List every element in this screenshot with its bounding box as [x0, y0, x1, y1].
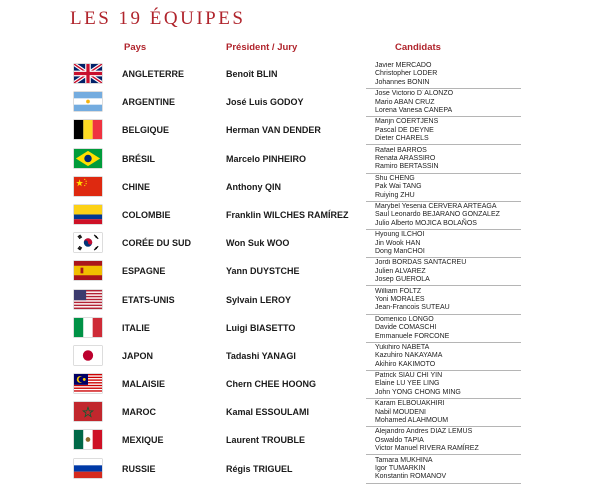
- country-name: CORÉE DU SUD: [122, 238, 192, 249]
- candidate-name: Konstantin ROMANOV: [375, 473, 447, 481]
- president-name: Laurent TROUBLE: [226, 435, 306, 446]
- president-name: José Luis GODOY: [226, 97, 304, 108]
- candidate-name: Jean-Francois SUTEAU: [375, 304, 450, 312]
- team-row: [0, 257, 600, 285]
- candidates-list: [366, 62, 521, 89]
- russia-flag-icon: [74, 459, 102, 478]
- team-row: [0, 286, 600, 314]
- candidate-name: Jin Wook HAN: [375, 239, 421, 247]
- candidate-name: Josep GUEROLA: [375, 276, 430, 284]
- team-row: [0, 173, 600, 201]
- country-name: JAPON: [122, 350, 154, 361]
- candidate-name: Dieter CHARELS: [375, 135, 429, 143]
- china-flag-icon: [74, 177, 102, 196]
- candidates-list: [366, 231, 521, 258]
- candidate-name: Pak Wai TANG: [375, 183, 422, 191]
- column-header-candidats: Candidats: [395, 42, 441, 53]
- team-row: [0, 342, 600, 370]
- president-name: Benoît BLIN: [226, 69, 278, 79]
- column-header-pays: Pays: [124, 42, 147, 53]
- candidate-name: Lorena Vanesa CANEPA: [375, 107, 453, 114]
- usa-flag-icon: [74, 290, 102, 309]
- candidates-list: [366, 147, 521, 174]
- candidates-list: [366, 400, 521, 427]
- candidate-name: Elaine LU YEE LING: [375, 380, 440, 388]
- uk-flag-icon: [74, 64, 102, 83]
- japan-flag-icon: [74, 346, 102, 365]
- country-name: MALAISIE: [122, 379, 166, 390]
- candidate-name: Tamara MUKHINA: [375, 456, 433, 464]
- candidates-list: [366, 316, 521, 343]
- country-name: ITALIE: [122, 322, 150, 333]
- country-name: CHINE: [122, 181, 151, 192]
- candidate-name: Julien ALVAREZ: [375, 267, 426, 275]
- candidate-name: Johannes BONIN: [375, 78, 430, 86]
- country-name: BELGIQUE: [122, 125, 170, 136]
- country-name: ETATS-UNIS: [122, 294, 175, 305]
- president-name: Won Suk WOO: [226, 238, 290, 249]
- candidate-name: Saul Leonardo BEJARANO GONZALEZ: [375, 211, 500, 219]
- president-name: Yann DUYSTCHE: [226, 266, 300, 277]
- country-name: ANGLETERRE: [122, 69, 185, 79]
- candidates-list: [366, 344, 521, 371]
- candidate-name: Christopher LODER: [375, 70, 438, 78]
- candidate-name: Rafael BARROS: [375, 146, 427, 154]
- candidate-name: Dong ManCHOI: [375, 247, 425, 255]
- candidate-name: William FOLTZ: [375, 287, 422, 295]
- candidate-name: Igor TUMARKIN: [375, 465, 426, 473]
- candidate-name: Jose Victorio D´ALONZO: [375, 90, 454, 98]
- country-name: MAROC: [122, 407, 156, 418]
- country-name: COLOMBIE: [122, 209, 171, 220]
- candidates-list: [366, 259, 521, 286]
- country-name: BRÉSIL: [122, 153, 156, 164]
- candidate-name: Davide COMASCHI: [375, 324, 437, 332]
- teams-table: [0, 60, 600, 483]
- team-row: [0, 370, 600, 398]
- candidate-name: Mario ABAN CRUZ: [375, 98, 435, 106]
- brazil-flag-icon: [74, 149, 102, 168]
- candidate-name: Nabil MOUDENI: [375, 408, 426, 416]
- candidate-name: Domenico LONGO: [375, 315, 434, 323]
- candidate-name: Oswaldo TAPIA: [375, 436, 424, 444]
- candidates-list: [366, 457, 521, 484]
- candidate-name: Renata ARASSIRO: [375, 154, 436, 162]
- candidates-list: [366, 372, 521, 399]
- president-name: Sylvain LEROY: [226, 294, 292, 305]
- candidate-name: Patrick SIAU CHI YIN: [375, 372, 443, 380]
- country-name: RUSSIE: [122, 463, 156, 474]
- candidates-list: [366, 90, 521, 117]
- team-row: [0, 116, 600, 144]
- president-name: Kamal ESSOULAMI: [226, 407, 310, 418]
- team-row: [0, 398, 600, 426]
- team-row: [0, 145, 600, 173]
- candidate-name: Marijn COERTJENS: [375, 118, 439, 126]
- team-row: [0, 455, 600, 483]
- argentina-flag-icon: [74, 92, 102, 111]
- president-name: Herman VAN DENDER: [226, 125, 321, 136]
- candidate-name: Kazuhiro NAKAYAMA: [375, 352, 443, 360]
- candidates-list: [366, 203, 521, 230]
- candidates-list: [366, 288, 521, 315]
- country-name: MEXIQUE: [122, 435, 164, 446]
- candidate-name: Julio Alberto MOJICA BOLAÑOS: [375, 219, 477, 227]
- candidate-name: Ramiro BERTASSIN: [375, 163, 439, 171]
- president-name: Marcelo PINHEIRO: [226, 153, 307, 164]
- candidate-name: Emmanuele FORCONE: [375, 332, 450, 340]
- candidate-name: Alejandro Andres DÍAZ LEMUS: [375, 428, 473, 436]
- team-row: [0, 426, 600, 454]
- country-name: ESPAGNE: [122, 266, 166, 277]
- candidate-name: Yoni MORALES: [375, 295, 425, 303]
- candidates-list: [366, 175, 521, 202]
- president-name: Chern CHEE HOONG: [226, 379, 317, 390]
- page-title: LES 19 ÉQUIPES: [70, 8, 246, 29]
- column-header-president: Président / Jury: [226, 42, 298, 53]
- malaysia-flag-icon: [74, 374, 102, 393]
- mexico-flag-icon: [74, 430, 102, 449]
- president-name: Régis TRIGUEL: [226, 463, 293, 474]
- team-row: [0, 229, 600, 257]
- president-name: Luigi BIASETTO: [226, 322, 296, 333]
- team-row: [0, 60, 600, 88]
- candidate-name: Mohamed ALAHMOUM: [375, 417, 449, 425]
- candidate-name: Ruiying ZHU: [375, 191, 415, 199]
- candidate-name: Hyoung ILCHOI: [375, 231, 425, 239]
- team-row: [0, 314, 600, 342]
- team-row: [0, 88, 600, 116]
- candidate-name: Javier MERCADO: [375, 62, 432, 69]
- team-row: [0, 201, 600, 229]
- morocco-flag-icon: [74, 402, 102, 421]
- candidate-name: Shu CHENG: [375, 174, 415, 182]
- candidate-name: Akihiro KAKIMOTO: [375, 360, 436, 368]
- italy-flag-icon: [74, 318, 102, 337]
- candidate-name: John YONG CHONG MING: [375, 388, 461, 396]
- belgium-flag-icon: [74, 120, 102, 139]
- candidate-name: Jordi BORDAS SANTACREU: [375, 259, 467, 267]
- candidate-name: Karam ELBOUAKHIRI: [375, 400, 445, 408]
- spain-flag-icon: [74, 261, 102, 280]
- president-name: Franklin WILCHES RAMÍREZ: [226, 209, 349, 220]
- candidate-name: Marybel Yesenia CERVERA ARTEAGA: [375, 202, 497, 210]
- colombia-flag-icon: [74, 205, 102, 224]
- candidates-list: [366, 428, 521, 455]
- president-name: Tadashi YANAGI: [226, 350, 296, 361]
- south-korea-flag-icon: [74, 233, 102, 252]
- candidate-name: Yukihiro NABETA: [375, 343, 430, 351]
- candidates-list: [366, 118, 521, 145]
- country-name: ARGENTINE: [122, 97, 176, 108]
- candidate-name: Pascal DE DEYNE: [375, 126, 434, 134]
- candidate-name: Victor Manuel RIVERA RAMÍREZ: [375, 445, 479, 453]
- president-name: Anthony QIN: [226, 181, 281, 192]
